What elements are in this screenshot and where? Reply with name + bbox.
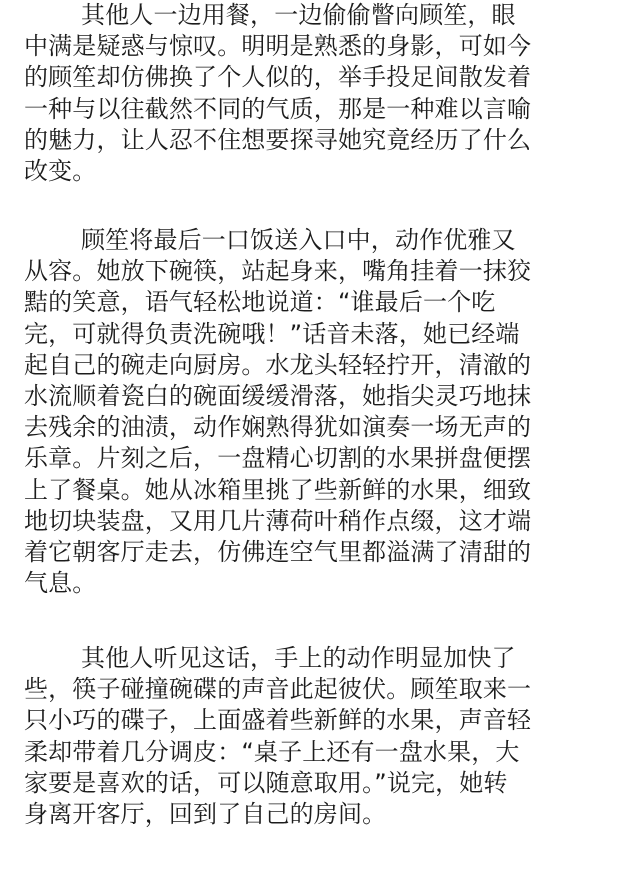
text-line: 乐章。片刻之后，一盘精心切割的水果拼盘便摆 (24, 444, 532, 473)
text-line: 顾笙将最后一口饭送入口中，动作优雅又 (81, 226, 516, 254)
text-line: 黠的笑意，语气轻松地说道：“谁最后一个吃 (24, 288, 496, 317)
text-line: 完，可就得负责洗碗哦！”话音未落，她已经端 (24, 319, 520, 348)
paragraph-3 (24, 643, 624, 830)
paragraph-2 (24, 225, 624, 599)
text-line: 只小巧的碟子，上面盛着些新鲜的水果，声音轻 (24, 706, 532, 735)
text-line: 柔却带着几分调皮：“桌子上还有一盘水果，大 (24, 737, 520, 766)
text-line: 家要是喜欢的话，可以随意取用。”说完，她转 (24, 768, 508, 797)
text-line: 些，筷子碰撞碗碟的声音此起彼伏。顾笙取来一 (24, 675, 532, 704)
text-line: 一种与以往截然不同的气质，那是一种难以言喻 (24, 94, 532, 123)
text-line: 上了餐桌。她从冰箱里挑了些新鲜的水果，细致 (24, 475, 532, 504)
text-line: 起自己的碗走向厨房。水龙头轻轻拧开，清澈的 (24, 350, 532, 379)
text-line: 的魅力，让人忍不住想要探寻她究竟经历了什么 (24, 125, 532, 154)
text-line: 去残余的油渍，动作娴熟得犹如演奏一场无声的 (24, 413, 532, 442)
text-line: 其他人听见这话，手上的动作明显加快了 (81, 644, 516, 672)
paragraph-1 (24, 0, 624, 187)
text-line: 着它朝客厅走去，仿佛连空气里都溢满了清甜的 (24, 537, 532, 566)
text-line: 从容。她放下碗筷，站起身来，嘴角挂着一抹狡 (24, 257, 532, 286)
text-line: 中满是疑惑与惊叹。明明是熟悉的身影，可如今 (24, 32, 532, 61)
text-line: 其他人一边用餐，一边偷偷瞥向顾笙，眼 (81, 1, 516, 29)
text-line: 改变。 (24, 156, 97, 185)
text-line: 身离开客厅，回到了自己的房间。 (24, 799, 387, 828)
text-line: 气息。 (24, 569, 97, 598)
text-line: 的顾笙却仿佛换了个人似的，举手投足间散发着 (24, 63, 532, 92)
text-line: 地切块装盘，又用几片薄荷叶稍作点缀，这才端 (24, 506, 532, 535)
text-line: 水流顺着瓷白的碗面缓缓滑落，她指尖灵巧地抹 (24, 381, 532, 410)
